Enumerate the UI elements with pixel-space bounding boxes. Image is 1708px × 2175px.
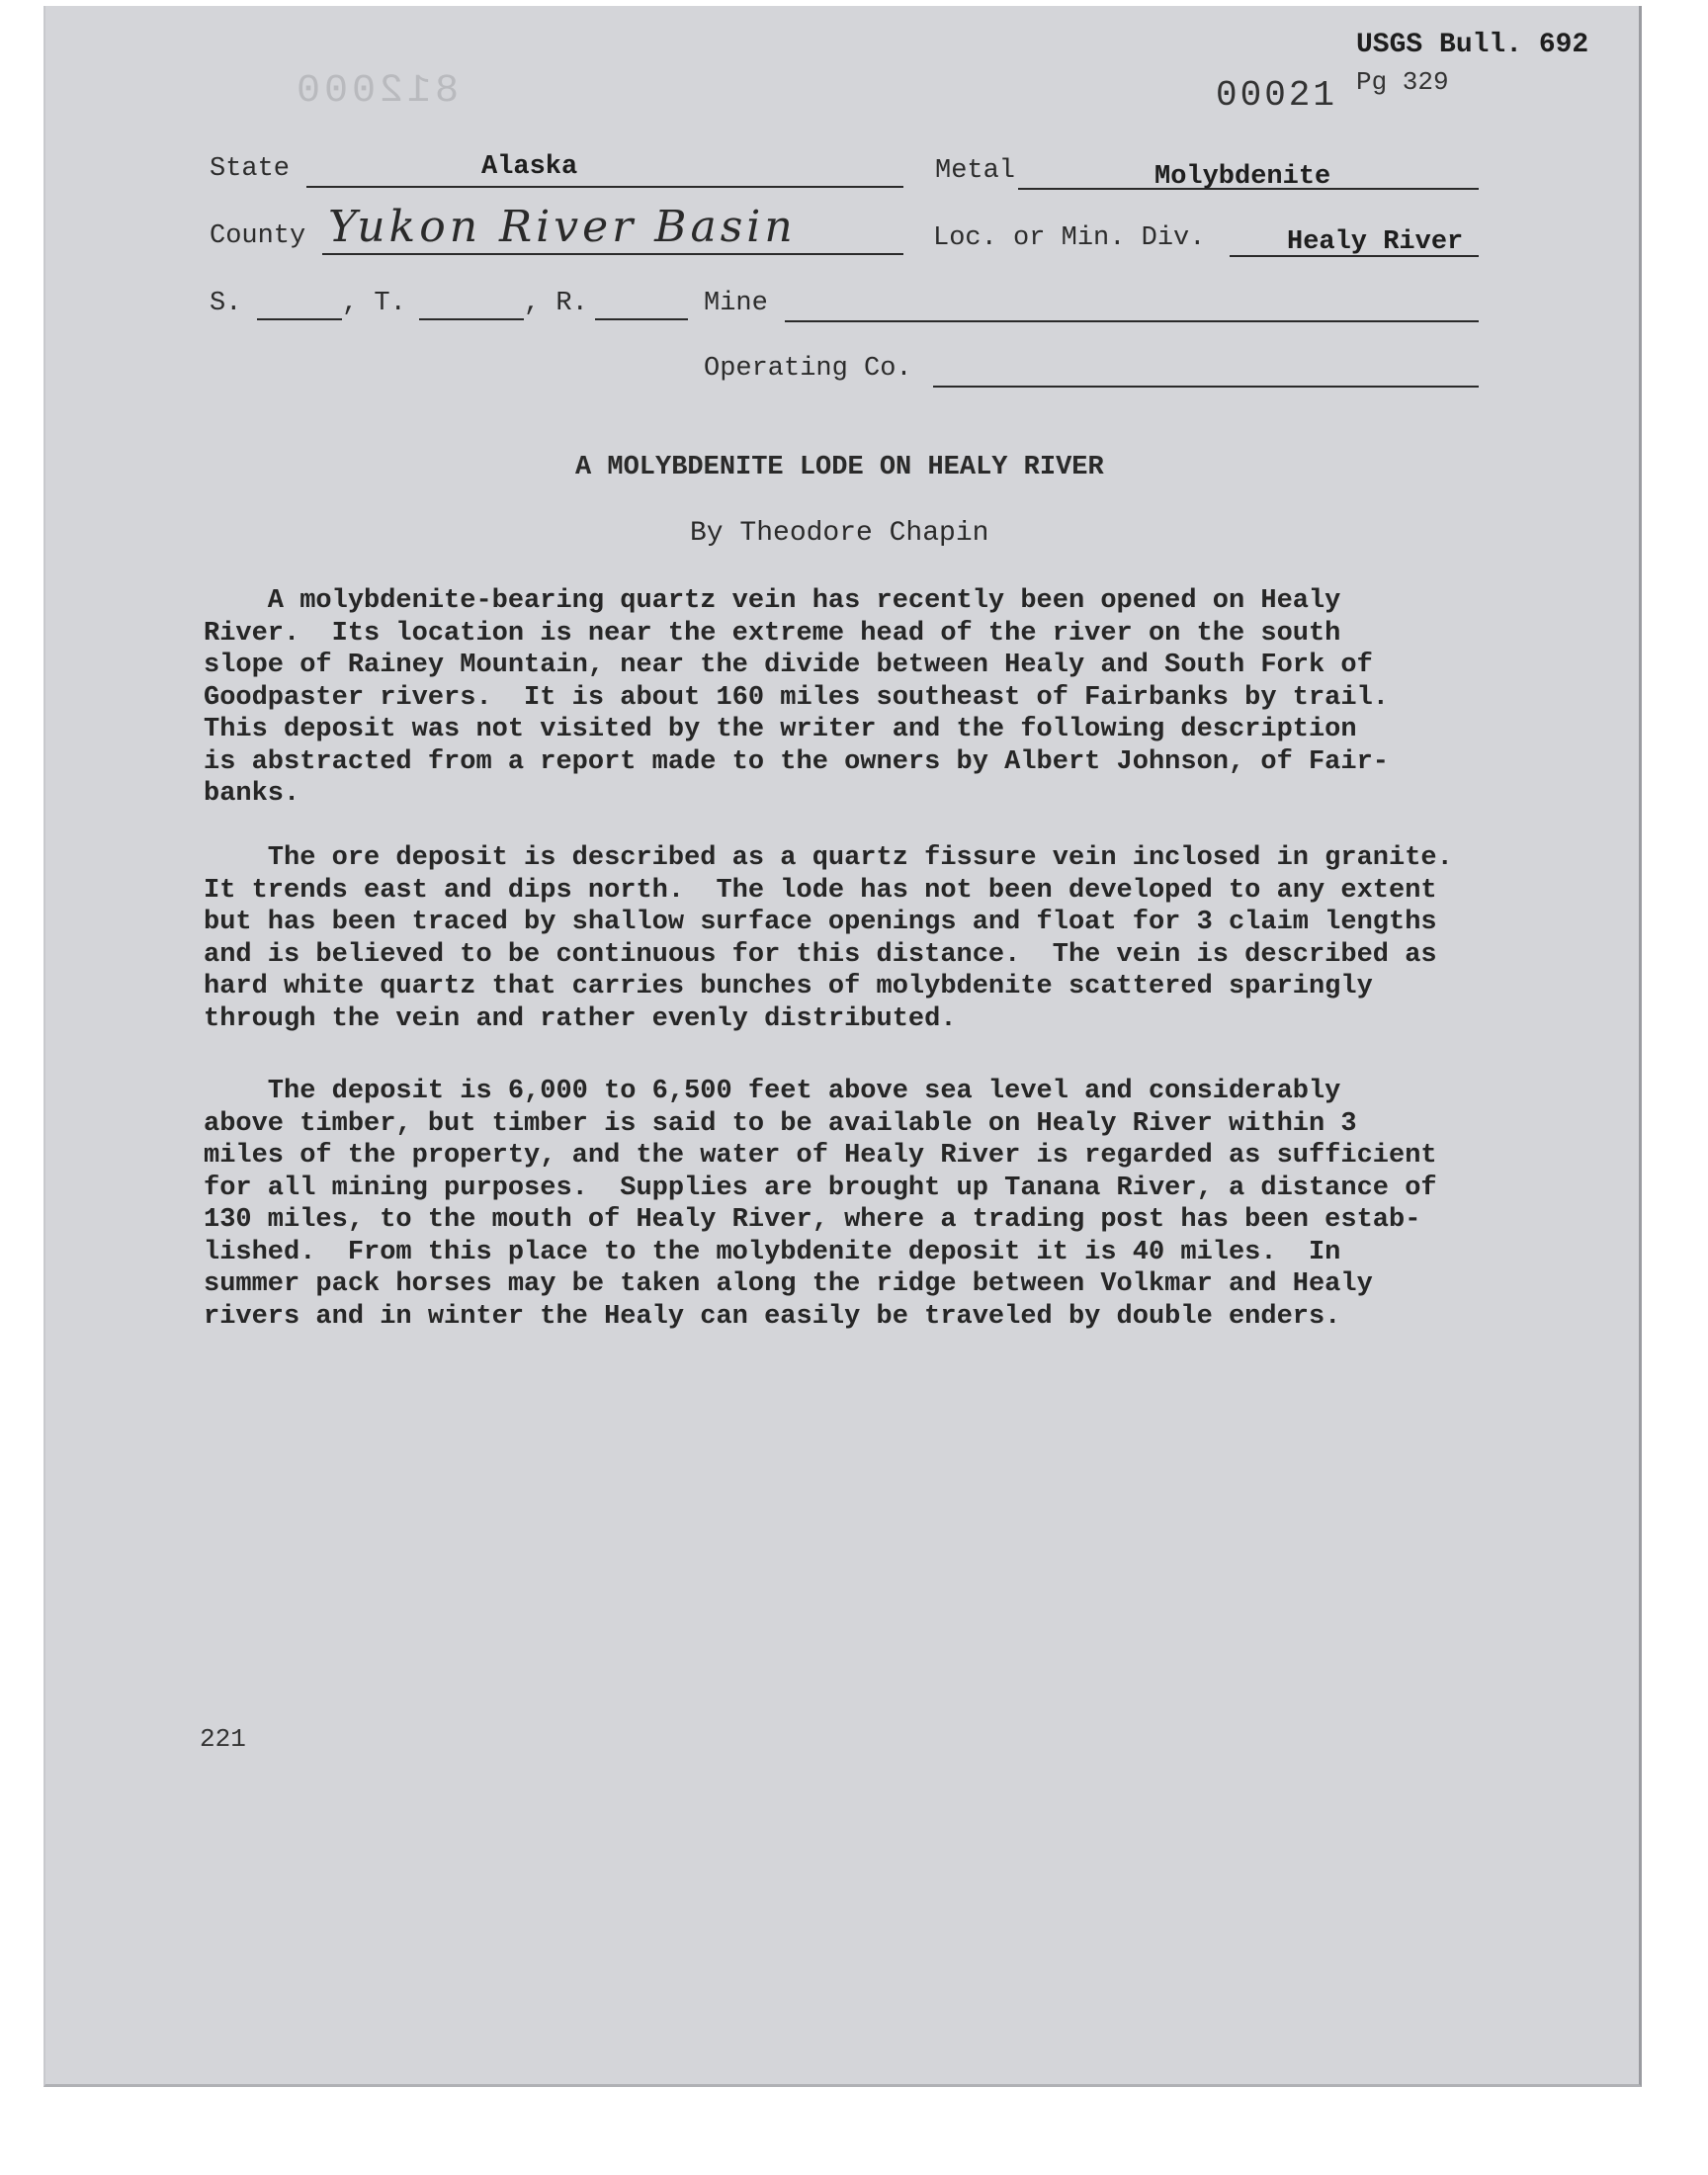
state-label: State bbox=[210, 154, 291, 184]
source-reference: USGS Bull. 692 bbox=[1356, 30, 1589, 60]
section-line bbox=[257, 318, 342, 320]
operating-co-line bbox=[933, 386, 1479, 388]
loc-value: Healy River bbox=[1287, 227, 1464, 257]
loc-label: Loc. or Min. Div. bbox=[933, 223, 1206, 253]
paragraph-2: The ore deposit is described as a quartz fissure vein inclosed in granite. It trends east and dips north. The lode has not been developed to any extent but has been traced by shallow surface openings and float for 3 claim lengths and is believed to be continuous for this distance. The vein is described as hard white quartz that carries bunches of molybdenite scattered sparingly through the vein and rather evenly distributed. bbox=[204, 843, 1453, 1034]
paragraph-1: A molybdenite-bearing quartz vein has recently been opened on Healy River. Its location is near the extreme head of the river on the south slope of Rainey Mountain, near the divide between Healy and South Fork of Goodpaster rivers. It is about 160 miles southeast of Fairbanks by trail. This deposit was not visited by the writer and the following description is abstracted from a report made to the owners by Albert Johnson, of Fair- banks. bbox=[204, 586, 1389, 809]
range-line bbox=[595, 318, 688, 320]
mine-label: Mine bbox=[704, 289, 768, 318]
county-line bbox=[322, 253, 903, 255]
township-label: , T. bbox=[342, 289, 406, 318]
state-value: Alaska bbox=[481, 152, 578, 182]
metal-value: Molybdenite bbox=[1154, 162, 1331, 192]
county-handwritten-value: Yukon River Basin bbox=[328, 202, 797, 252]
page-number: 221 bbox=[200, 1724, 246, 1754]
range-label: , R. bbox=[524, 289, 588, 318]
article-byline: By Theodore Chapin bbox=[690, 518, 989, 549]
operating-co-label: Operating Co. bbox=[704, 354, 912, 384]
county-label: County bbox=[210, 221, 306, 251]
state-line bbox=[306, 186, 903, 188]
bleed-through-number: 812000 bbox=[293, 69, 460, 114]
page-reference: Pg 329 bbox=[1356, 67, 1449, 97]
document-number: 00021 bbox=[1216, 75, 1338, 116]
mine-line bbox=[785, 320, 1479, 322]
township-line bbox=[419, 318, 524, 320]
paragraph-3: The deposit is 6,000 to 6,500 feet above sea level and considerably above timber, but timber is said to be available on Healy River within 3 miles of the property, and the water of Healy River is regarded as sufficient for all mining purposes. Supplies are brought up Tanana River, a distance of 130 miles, to the mouth of Healy River, where a trading post has been estab- lished. From this place to the molybdenite deposit it is 40 miles. In summer pack horses may be taken along the ridge between Volkmar and Healy rivers and in winter the Healy can easily be traveled by double enders. bbox=[204, 1077, 1437, 1332]
metal-label: Metal bbox=[935, 156, 1016, 186]
section-label: S. bbox=[210, 289, 242, 318]
article-title: A MOLYBDENITE LODE ON HEALY RIVER bbox=[575, 453, 1104, 482]
